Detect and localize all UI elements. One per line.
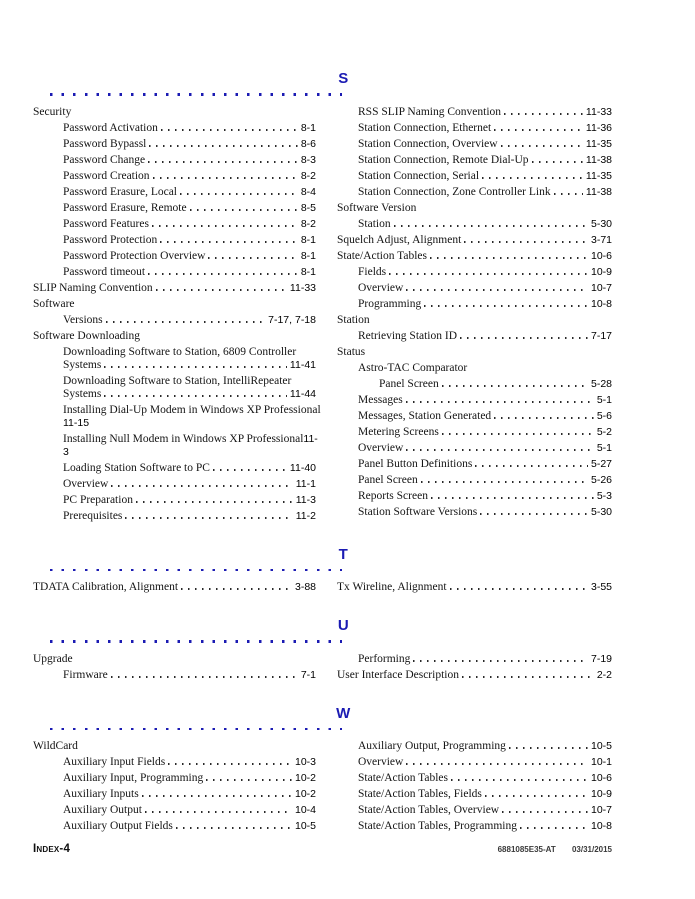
index-entry (337, 106, 612, 119)
index-entry (337, 170, 612, 183)
dot-leader (442, 385, 588, 387)
entry-page-number: 5-2 (596, 425, 612, 438)
index-entry (337, 250, 612, 263)
entry-page-inline: 3 (63, 445, 69, 458)
entry-label: Overview (358, 756, 404, 768)
entry-page-number: 10-1 (590, 756, 612, 768)
entry-page-number: 3-71 (590, 233, 612, 246)
index-entry (33, 494, 316, 507)
entry-page-number: 10-5 (590, 740, 612, 752)
entry-label: WildCard (33, 740, 78, 752)
dot-leader (180, 193, 298, 195)
dot-leader (394, 225, 588, 227)
dot-leader (460, 337, 588, 339)
index-entry (337, 234, 612, 247)
dot-leader (181, 588, 292, 590)
entry-label: State/Action Tables, Fields (358, 788, 482, 800)
entry-label: Panel Screen (358, 473, 418, 486)
entry-label: Overview (358, 281, 404, 294)
index-entry (337, 772, 612, 785)
section-letter-row (33, 70, 612, 88)
section-letter: W (336, 704, 351, 722)
footer-date: 03/31/2015 (571, 845, 612, 854)
entry-label: Squelch Adjust, Alignment (337, 233, 462, 246)
entry-label: Installing Null Modem in Windows XP Professional (63, 432, 304, 445)
entry-label: Password Erasure, Local (63, 185, 178, 198)
section-dotted-rule (50, 93, 342, 96)
entry-label: Downloading Software to Station, 6809 Controller (63, 345, 297, 358)
index-section-t (33, 546, 612, 598)
dot-leader (160, 241, 298, 243)
dot-leader (190, 209, 298, 211)
index-entry (337, 669, 612, 682)
dot-leader (482, 177, 583, 179)
dot-leader (152, 225, 298, 227)
entry-page-number: 5-30 (590, 217, 612, 230)
entry-page-number: 11-35 (585, 169, 612, 182)
entry-page-number: 10-8 (590, 297, 612, 310)
index-heading (33, 106, 316, 119)
dot-leader (450, 588, 588, 590)
section-letter: U (337, 617, 350, 634)
dot-leader (106, 321, 266, 323)
entry-page-number: 10-3 (294, 756, 316, 768)
entry-label: Password Protection (63, 233, 158, 246)
entry-label: Systems (63, 387, 102, 400)
entry-label: State/Action Tables, Programming (358, 820, 518, 832)
index-heading (33, 346, 316, 359)
entry-page-number: 11-40 (289, 461, 316, 474)
entry-label: State/Action Tables, Overview (358, 804, 500, 816)
entry-label: Software (33, 297, 75, 310)
entry-label: PC Preparation (63, 493, 133, 506)
entry-label: Station Connection, Overview (358, 137, 498, 150)
entry-label: Auxiliary Output (63, 804, 142, 816)
index-entry (337, 788, 612, 801)
dot-leader (406, 401, 594, 403)
index-entry (33, 820, 316, 833)
dot-leader (520, 827, 588, 829)
entry-page-number: 7-17, 7-18 (268, 313, 316, 326)
index-entry (337, 218, 612, 231)
entry-page-number: 11-44 (289, 387, 316, 400)
entry-page-number: 5-3 (596, 489, 612, 502)
index-entry (33, 138, 316, 151)
index-entry (337, 282, 612, 295)
index-entry (33, 433, 316, 446)
dot-leader (206, 779, 292, 781)
entry-page-number: 8-5 (300, 201, 316, 214)
index-entry (33, 122, 316, 135)
dot-leader (509, 747, 588, 749)
entry-label: Password Activation (63, 121, 158, 134)
dot-leader (125, 517, 292, 519)
dot-leader (104, 395, 287, 397)
entry-page-number: 10-7 (590, 281, 612, 294)
dot-leader (475, 465, 588, 467)
entry-label: Firmware (63, 668, 108, 681)
dot-leader (480, 513, 588, 515)
index-entry (337, 298, 612, 311)
entry-label: Auxiliary Output, Programming (358, 740, 506, 752)
dot-leader (442, 433, 594, 435)
entry-page-number: 5-26 (590, 473, 612, 486)
index-entry (337, 756, 612, 769)
dot-leader (532, 161, 583, 163)
dot-leader (136, 501, 293, 503)
dot-leader (406, 289, 588, 291)
entry-label: Station Connection, Serial (358, 169, 480, 182)
index-entry (33, 202, 316, 215)
entry-label: Retrieving Station ID (358, 329, 458, 342)
entry-label: Prerequisites (63, 509, 123, 522)
index-entry (337, 330, 612, 343)
entry-page-number: 8-2 (300, 169, 316, 182)
index-heading (337, 346, 612, 359)
index-column-right (337, 581, 612, 597)
index-entry (337, 490, 612, 503)
dot-leader (554, 193, 583, 195)
entry-page-number: 11-36 (585, 121, 612, 134)
dot-leader (104, 366, 287, 368)
entry-label: Systems (63, 358, 102, 371)
entry-label: Tx Wireline, Alignment (337, 581, 447, 593)
entry-label: Panel Button Definitions (358, 457, 473, 470)
index-heading (33, 298, 316, 311)
entry-page-number: 8-1 (300, 249, 316, 262)
entry-label: Installing Dial-Up Modem in Windows XP Professional (63, 403, 321, 416)
index-entry (33, 756, 316, 769)
entry-page-number: 7-19 (590, 652, 612, 665)
entry-label: State/Action Tables (337, 249, 428, 262)
entry-page-number: 11-2 (295, 509, 316, 522)
dot-leader (462, 676, 594, 678)
index-column-left (33, 105, 321, 526)
dot-leader (111, 676, 298, 678)
footer-meta (498, 845, 612, 854)
index-entry (337, 378, 612, 391)
index-entry (337, 820, 612, 833)
entry-label: Auxiliary Inputs (63, 788, 139, 800)
index-entry (33, 314, 316, 327)
entry-label: Station Connection, Ethernet (358, 121, 492, 134)
index-column-left (33, 653, 316, 685)
entry-label: Password Features (63, 217, 149, 230)
entry-label: Panel Screen (379, 377, 439, 390)
entry-page-number: 11-38 (585, 153, 612, 166)
index-entry (337, 506, 612, 519)
entry-page-number: 11-33 (289, 281, 316, 294)
entry-label: State/Action Tables (358, 772, 449, 784)
dot-leader (494, 417, 594, 419)
index-entry (337, 122, 612, 135)
index-entry (33, 772, 316, 785)
entry-page-inline: 11- (303, 432, 318, 445)
footer-page-label: Index-4 (33, 843, 71, 855)
entry-label: Station Software Versions (358, 505, 478, 518)
entry-page-number: 11-41 (289, 358, 316, 371)
section-columns (33, 653, 612, 685)
index-entry (337, 154, 612, 167)
index-heading (33, 740, 316, 753)
index-heading (337, 202, 612, 215)
dot-leader (413, 660, 588, 662)
entry-label: Messages (358, 393, 403, 406)
index-entry (337, 442, 612, 455)
section-letter-row (33, 705, 612, 723)
entry-page-number: 7-1 (300, 668, 316, 681)
entry-label: Password Protection Overview (63, 249, 206, 262)
entry-page-number: 8-2 (300, 217, 316, 230)
index-entry (33, 581, 316, 594)
entry-label: Station (337, 313, 370, 326)
entry-label: Performing (358, 652, 411, 665)
dot-leader (451, 779, 588, 781)
section-columns (33, 740, 612, 836)
index-entry (33, 446, 316, 459)
index-entry (337, 740, 612, 753)
entry-label: Password Change (63, 153, 146, 166)
dot-leader (485, 795, 588, 797)
entry-label: Auxiliary Input, Programming (63, 772, 204, 784)
entry-page-number: 8-1 (300, 233, 316, 246)
entry-label: Password Creation (63, 169, 150, 182)
index-entry (337, 653, 612, 666)
index-entry (33, 218, 316, 231)
entry-page-number: 3-88 (294, 581, 316, 593)
dot-leader (430, 257, 588, 259)
entry-label: Auxiliary Input Fields (63, 756, 166, 768)
index-entry (337, 394, 612, 407)
index-entry (33, 186, 316, 199)
entry-page-number: 11-35 (585, 137, 612, 150)
dot-leader (431, 497, 594, 499)
entry-page-number: 10-6 (590, 772, 612, 784)
entry-page-number: 11-1 (295, 477, 316, 490)
entry-label: Password Erasure, Remote (63, 201, 187, 214)
entry-page-number: 5-6 (596, 409, 612, 422)
dot-leader (421, 481, 588, 483)
index-entry (33, 282, 316, 295)
index-entry (337, 138, 612, 151)
entry-label: User Interface Description (337, 668, 459, 681)
dot-leader (142, 795, 292, 797)
entry-label: Astro-TAC Comparator (358, 361, 468, 374)
dot-leader (168, 763, 292, 765)
index-heading (337, 362, 612, 375)
dot-leader (149, 145, 297, 147)
entry-page-number: 2-2 (596, 668, 612, 681)
dot-leader (111, 485, 292, 487)
index-entry (33, 462, 316, 475)
index-entry (337, 804, 612, 817)
entry-label: Security (33, 105, 72, 118)
index-entry (33, 388, 316, 401)
section-dotted-rule (50, 569, 342, 572)
entry-page-number: 8-6 (300, 137, 316, 150)
dot-leader (424, 305, 588, 307)
dot-leader (502, 811, 588, 813)
entry-page-number: 10-8 (590, 820, 612, 832)
index-entry (33, 478, 316, 491)
dot-leader (389, 273, 588, 275)
dot-leader (494, 129, 583, 131)
section-columns (33, 106, 612, 526)
entry-label: Loading Station Software to PC (63, 461, 210, 474)
entry-label: Station (358, 217, 391, 230)
dot-leader (406, 449, 593, 451)
entry-page-number: 5-1 (596, 441, 612, 454)
entry-label: Upgrade (33, 652, 73, 665)
dot-leader (153, 177, 298, 179)
entry-label: Fields (358, 265, 387, 278)
index-column-left (33, 740, 316, 836)
section-letter: S (338, 70, 349, 87)
entry-page-number: 10-2 (294, 772, 316, 784)
dot-leader (406, 763, 588, 765)
entry-label: SLIP Naming Convention (33, 281, 153, 294)
entry-label: Auxiliary Output Fields (63, 820, 173, 832)
entry-page-number: 5-1 (596, 393, 612, 406)
entry-label: Password Bypassl (63, 137, 147, 150)
entry-page-number: 5-28 (590, 377, 612, 390)
index-entry (33, 250, 316, 263)
entry-label: Software Version (337, 201, 417, 214)
index-entry (337, 581, 612, 594)
dot-leader (145, 811, 292, 813)
entry-page-number: 10-2 (294, 788, 316, 800)
dot-leader (208, 257, 297, 259)
index-entry (337, 474, 612, 487)
entry-page-number: 5-27 (590, 457, 612, 470)
index-entry (337, 410, 612, 423)
entry-label: Messages, Station Generated (358, 409, 492, 422)
index-entry (33, 154, 316, 167)
entry-page-number: 10-4 (294, 804, 316, 816)
entry-label: RSS SLIP Naming Convention (358, 105, 502, 118)
index-entry (337, 458, 612, 471)
index-entry (33, 359, 316, 372)
page-footer (33, 843, 612, 855)
dot-leader (504, 113, 583, 115)
index-column-left (33, 581, 316, 597)
dot-leader (156, 289, 287, 291)
index-entry (33, 804, 316, 817)
dot-leader (148, 161, 298, 163)
index-heading (337, 314, 612, 327)
entry-label: TDATA Calibration, Alignment (33, 581, 179, 593)
index-entry (33, 170, 316, 183)
section-letter-row (33, 617, 612, 635)
dot-leader (176, 827, 292, 829)
section-dotted-rule (50, 728, 342, 731)
entry-label: Station Connection, Zone Controller Link (358, 185, 551, 198)
entry-label: Overview (358, 441, 404, 454)
dot-leader (148, 273, 298, 275)
entry-page-number: 8-1 (300, 265, 316, 278)
dot-leader (501, 145, 583, 147)
entry-label: Metering Screens (358, 425, 439, 438)
footer-doc-number: 6881085E35-AT (497, 845, 556, 854)
entry-page-number: 11-3 (295, 493, 316, 506)
index-heading (33, 330, 316, 343)
entry-page-number: 10-7 (590, 804, 612, 816)
index-column-right (337, 653, 612, 685)
entry-page-number: 10-5 (294, 820, 316, 832)
index-entry (337, 186, 612, 199)
entry-page-number: 10-9 (590, 788, 612, 800)
entry-page-number: 8-4 (300, 185, 316, 198)
section-letter-row (33, 546, 612, 564)
index-column-right (337, 106, 612, 526)
index-entry (33, 788, 316, 801)
section-columns (33, 581, 612, 597)
entry-page-number: 7-17 (590, 329, 612, 342)
index-entry (33, 234, 316, 247)
index-heading (33, 375, 316, 388)
index-entry (337, 266, 612, 279)
entry-label: Downloading Software to Station, IntelliRepeater (63, 374, 292, 387)
entry-page-number: 11-33 (585, 105, 612, 118)
entry-page-number: 8-1 (300, 121, 316, 134)
entry-page-inline: 11-15 (63, 416, 90, 429)
entry-page-number: 10-9 (590, 265, 612, 278)
entry-label: Reports Screen (358, 489, 428, 502)
entry-page-number: 10-6 (590, 249, 612, 262)
index-entry (33, 510, 316, 523)
entry-label: Versions (63, 313, 103, 326)
dot-leader (161, 129, 298, 131)
entry-page-number: 3-55 (590, 581, 612, 593)
index-entry (33, 266, 316, 279)
entry-page-number: 8-3 (300, 153, 316, 166)
index-column-right (337, 740, 612, 836)
entry-label: Software Downloading (33, 329, 140, 342)
index-section-u (33, 617, 612, 685)
index-entry (337, 426, 612, 439)
entry-label: Programming (358, 297, 422, 310)
dot-leader (464, 241, 588, 243)
index-section-s (33, 70, 612, 526)
section-letter: T (338, 545, 349, 563)
entry-page-number: 5-30 (590, 505, 612, 518)
index-entry (33, 417, 316, 430)
entry-label: Station Connection, Remote Dial-Up (358, 153, 529, 166)
index-heading (33, 403, 321, 417)
entry-page-number: 11-38 (585, 185, 612, 198)
index-heading (33, 653, 316, 666)
entry-label: Status (337, 345, 366, 358)
index-entry (33, 669, 316, 682)
dot-leader (213, 469, 287, 471)
entry-label: Password timeout (63, 265, 146, 278)
index-section-w (33, 705, 612, 837)
section-dotted-rule (50, 640, 342, 643)
entry-label: Overview (63, 477, 109, 490)
